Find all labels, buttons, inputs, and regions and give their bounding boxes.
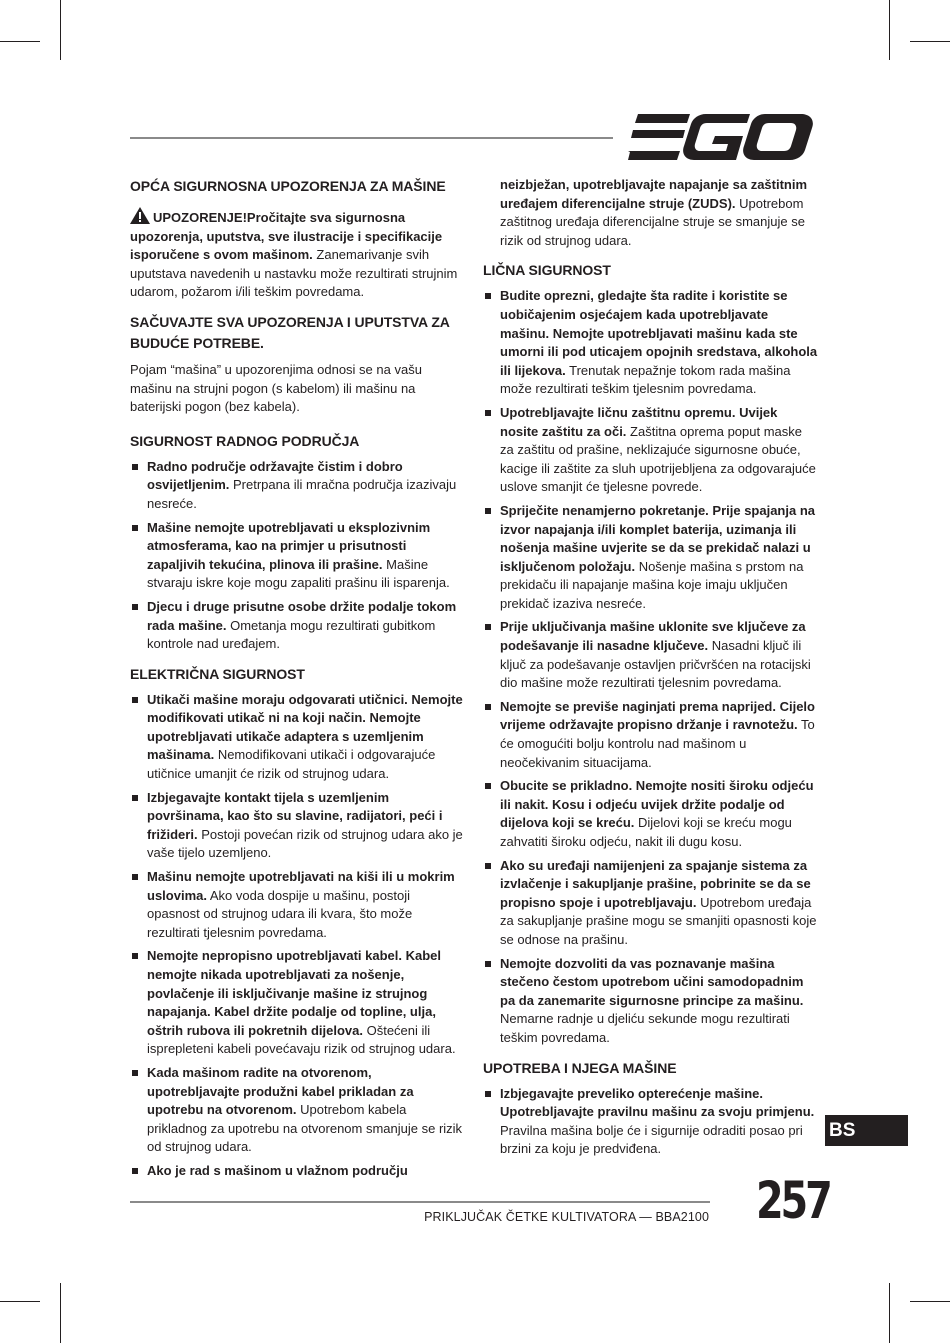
general-warnings-heading: OPĆA SIGURNOSNA UPOZORENJA ZA MAŠINE	[130, 178, 446, 194]
continued-list	[483, 176, 819, 250]
list-item	[483, 777, 819, 851]
item-bold: Obucite se prikladno. Nemojte nositi široku odjeću ili nakit. Kosu i odjeću uvijek držite podalje od dijelova koji se kreću.	[500, 778, 814, 831]
item-bold: Nemojte se previše naginjati prema naprijed. Cijelo vrijeme održavajte propisno držanje i ravnotežu.	[500, 698, 815, 733]
item-text: Nasadni ključ ili ključ za podešavanje ostavljen pričvršćen na rotacijski dio mašine može rezultirati tjelesnim povredama.	[500, 638, 811, 691]
crop-mark	[889, 1283, 890, 1343]
list-item	[130, 1064, 466, 1157]
crop-mark	[0, 1301, 40, 1302]
crop-mark	[910, 1301, 950, 1302]
warning-body-text: Zanemarivanje svih uputstava navedenih u nastavku može rezultirati strujnim udarom, požarom i/ili teškim povredama.	[130, 247, 458, 300]
item-text: Nošenje mašina s prstom na prekidaču ili napajanje mašina koje imaju uključen prekidač izaziva nesreće.	[500, 558, 804, 611]
list-item	[483, 287, 819, 399]
crop-mark	[910, 41, 950, 42]
item-text: Ako voda dospije u mašinu, postoji opasnost od strujnog udara ili kvara, što može rezultirati tjelesnim povredama.	[147, 887, 413, 940]
footer-product-title: PRIKLJUČAK ČETKE KULTIVATORA — BBA2100	[424, 1210, 709, 1224]
item-bold: Upotrebljavajte ličnu zaštitnu opremu. Uvijek nosite zaštitu za oči.	[500, 404, 778, 439]
crop-mark	[0, 41, 40, 42]
item-bold: Kada mašinom radite na otvorenom, upotrebljavajte produžni kabel prikladan za upotrebu na otvorenom.	[147, 1064, 414, 1118]
personal-safety-heading: LIČNA SIGURNOST	[483, 262, 611, 279]
list-item	[130, 947, 466, 1059]
list-item	[483, 404, 819, 497]
list-item	[483, 955, 819, 1048]
list-item	[130, 519, 466, 593]
item-text: Zaštitna oprema poput maske za zaštitu od prašine, neklizajuće sigurnosne obuće, kacige ili zaštite za sluh upotrijebljena za odgovarajuće uslove smanjit će tjelesne povrede.	[500, 423, 816, 495]
item-text: Upotrebom uređaja za sakupljanje prašine mogu se smanjiti opasnosti koje se odnose na prašinu.	[500, 894, 817, 947]
item-bold: Prije uključivanja mašine uklonite sve ključeve za podešavanje ili nasadne ključeve.	[500, 619, 806, 654]
warning-triangle-icon	[130, 207, 150, 224]
crop-mark	[889, 0, 890, 60]
item-text: Pretrpana ili mračna područja izazivaju nesreće.	[147, 477, 457, 511]
item-text: Trenutak nepažnje tokom rada mašina može rezultirati teškim tjelesnim povredama.	[500, 362, 791, 397]
list-item	[483, 698, 819, 772]
item-bold: Ako je rad s mašinom u vlažnom području	[147, 1162, 408, 1178]
item-text: To će omogućiti bolju kontrolu nad mašinom u neočekivanim situacijama.	[500, 717, 815, 770]
electrical-safety-list	[130, 691, 466, 1181]
left-column	[130, 176, 466, 1186]
footer-rule	[130, 1201, 710, 1203]
item-bold: Utikači mašine moraju odgovarati utičnici. Nemojte modifikovati utikač ni na koji način. Nemojte upotrebljavati utikače adaptera s uzemljenim mašinama.	[147, 691, 463, 763]
item-text: Postoji povećan rizik od strujnog udara ako je vaše tijelo uzemljeno.	[147, 826, 463, 861]
item-bold: Ako su uređaji namijenjeni za spajanje sistema za izvlačenje i sakupljanje prašine, pobrinite se da se propisno spoje i upotrebljavaju.	[500, 857, 811, 910]
warning-bold-text: UPOZORENJE!Pročitajte sva sigurnosna upozorenja, uputstva, sve ilustracije i specifikacije isporučene s ovom mašinom.	[130, 210, 443, 263]
work-area-list	[130, 458, 466, 654]
list-item	[483, 857, 819, 950]
right-column	[483, 176, 819, 1164]
work-area-heading: SIGURNOST RADNOG PODRUČJA	[130, 432, 360, 449]
crop-mark	[60, 1283, 61, 1343]
item-text: Oštećeni ili isprepleteni kabeli povećavaju rizik od strujnog udara.	[147, 1022, 456, 1057]
list-item-continuation	[483, 176, 819, 250]
term-definition: Pojam “mašina” u upozorenjima odnosi se na vašu mašinu na strujni pogon (s kabelom) ili mašinu na baterijski pogon (bez kabela).	[130, 361, 422, 415]
header-rule	[130, 137, 613, 139]
list-item	[130, 868, 466, 942]
page-number: 257	[756, 1172, 830, 1231]
personal-safety-list	[483, 287, 819, 1047]
list-item	[130, 598, 466, 654]
crop-mark	[60, 0, 61, 60]
item-bold: Mašinu nemojte upotrebljavati na kiši ili u mokrim uslovima.	[147, 869, 455, 903]
item-text: Pravilna mašina bolje će i sigurnije odraditi posao pri brzini za koju je predviđena.	[500, 1122, 803, 1157]
use-and-care-list	[483, 1085, 819, 1159]
list-item	[483, 1085, 819, 1159]
list-item	[130, 691, 466, 784]
item-text: Nemodifikovani utikači i odgovarajuće utičnice umanjit će rizik od strujnog udara.	[147, 747, 436, 782]
use-and-care-heading: UPOTREBA I NJEGA MAŠINE	[483, 1059, 677, 1076]
item-text: Upotrebom zaštitnog uređaja diferencijalne struje se smanjuje se rizik od strujnog udara.	[500, 195, 805, 248]
list-item	[483, 502, 819, 614]
language-tab: BS	[825, 1115, 908, 1146]
electrical-safety-heading: ELEKTRIČNA SIGURNOST	[130, 665, 305, 682]
item-text: Upotrebom kabela prikladnog za upotrebu na otvorenom smanjuje se rizik od strujnog udara.	[147, 1102, 463, 1155]
list-item	[130, 458, 466, 514]
item-bold: Izbjegavajte preveliko opterećenje mašine. Upotrebljavajte pravilnu mašinu za svoju primjenu.	[500, 1085, 815, 1120]
item-bold: Nemojte nepropisno upotrebljavati kabel. Kabel nemojte nikada upotrebljavati za nošenje, povlačenje ili isključivanje mašine iz strujnog napajanja. Kabel držite podalje od topline, ulja, oštrih rubova ili pokretnih dijelova.	[147, 948, 442, 1038]
item-text: Mašine stvaraju iskre koje mogu zapaliti prašinu ili isparenja.	[147, 556, 450, 591]
ego-logo	[628, 114, 814, 160]
warning-paragraph	[130, 207, 466, 302]
item-text: Dijelovi koji se kreću mogu zahvatiti široku odjeću, nakit ili dugu kosu.	[500, 815, 792, 849]
list-item	[130, 1162, 466, 1181]
item-bold: Spriječite nenamjerno pokretanje. Prije spajanja na izvor napajanja i/ili komplet baterija, uzimanja ili nošenja mašine uvjerite se da se prekidač nalazi u isključenom položaju.	[500, 502, 816, 574]
item-bold: neizbježan, upotrebljavajte napajanje sa zaštitnim uređajem diferencijalne struje (ZUDS).	[500, 177, 808, 211]
list-item	[483, 618, 819, 692]
save-instructions-heading: SAČUVAJTE SVA UPOZORENJA I UPUTSTVA ZA BUDUĆE POTREBE.	[130, 313, 450, 351]
item-bold: Nemojte dozvoliti da vas poznavanje mašina stečeno čestom upotrebom učini samodopadnim pa da zanemarite sigurnosne principe za mašinu.	[500, 955, 804, 1008]
item-bold: Mašine nemojte upotrebljavati u eksplozivnim atmosferama, kao na primjer u prisutnosti zapaljivih tekućina, plinova ili prašine.	[147, 519, 431, 572]
item-bold: Budite oprezni, gledajte šta radite i koristite se uobičajenim osjećajem kada upotrebljavate mašinu. Nemojte upotrebljavati mašinu kada ste umorni ili pod uticajem opojnih sredstava, alkohola ili lijekova.	[500, 288, 818, 378]
item-text: Ometanja mogu rezultirati gubitkom kontrole nad uređajem.	[147, 617, 436, 652]
item-bold: Djecu i druge prisutne osobe držite podalje tokom rada mašine.	[147, 598, 457, 633]
item-bold: Radno područje održavajte čistim i dobro osvijetljenim.	[147, 458, 403, 493]
list-item	[130, 789, 466, 863]
item-bold: Izbjegavajte kontakt tijela s uzemljenim površinama, kao što su slavine, radijatori, peći i frižideri.	[147, 789, 443, 842]
item-text: Nemarne radnje u djeliću sekunde mogu rezultirati teškim povredama.	[500, 1011, 790, 1045]
